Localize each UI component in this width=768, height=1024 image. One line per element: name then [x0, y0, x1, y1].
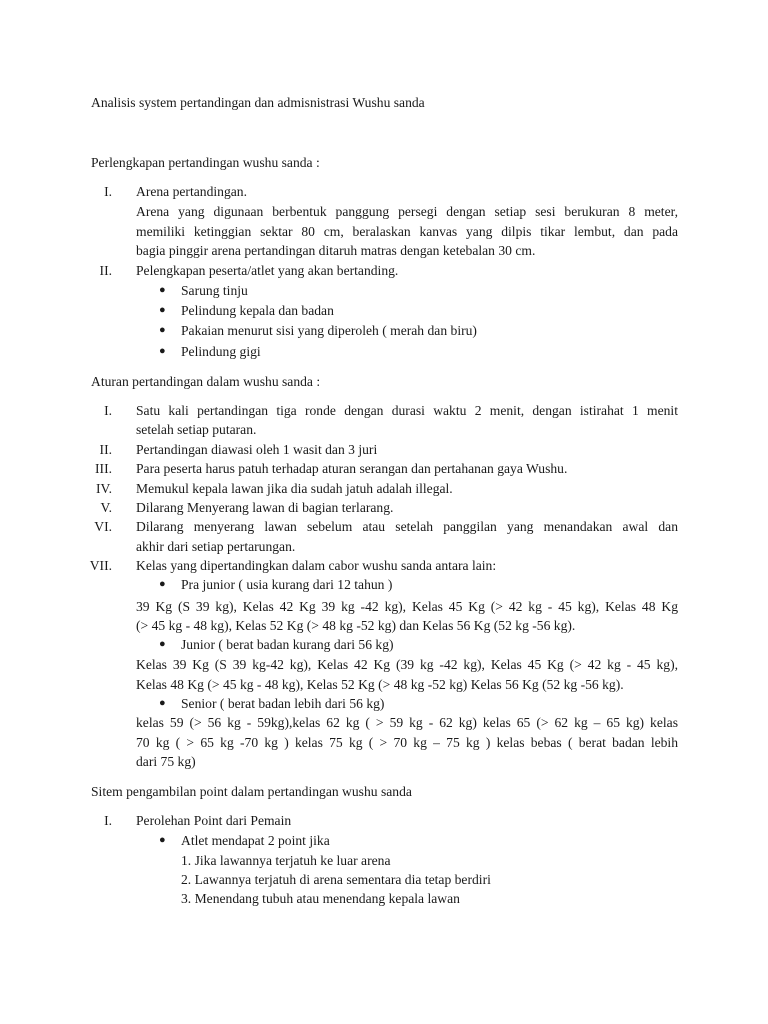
bullet-item: Atlet mendapat 2 point jika: [181, 833, 330, 848]
list-item-text: Pelengkapan peserta/atlet yang akan bertanding.: [136, 263, 399, 278]
list-item-text: Dilarang Menyerang lawan di bagian terlarang.: [136, 500, 394, 515]
list-item-text: Memukul kepala lawan jika dia sudah jatuh adalah illegal.: [136, 481, 453, 496]
bullet-icon: ●: [159, 324, 166, 336]
section-heading-equipment: Perlengkapan pertandingan wushu sanda :: [91, 155, 320, 170]
bullet-item: Pakaian menurut sisi yang diperoleh ( merah dan biru): [181, 323, 477, 338]
paragraph-line: Arena yang digunaan berbentuk panggung persegi dengan setiap sesi berukuran 8 meter,: [136, 204, 678, 219]
list-numeral: I.: [104, 184, 112, 199]
bullet-icon: ●: [159, 834, 166, 846]
numbered-subitem: 2. Lawannya terjatuh di arena sementara dia tetap berdiri: [181, 872, 491, 887]
section-heading-rules: Aturan pertandingan dalam wushu sanda :: [91, 374, 321, 389]
list-numeral: I.: [104, 403, 112, 418]
numbered-subitem: 1. Jika lawannya terjatuh ke luar arena: [181, 853, 391, 868]
numbered-subitem: 3. Menendang tubuh atau menendang kepala lawan: [181, 891, 460, 906]
class-bullet: Junior ( berat badan kurang dari 56 kg): [181, 637, 394, 652]
class-detail-line: 70 kg ( > 65 kg -70 kg ) kelas 75 kg ( > 70 kg – 75 kg ) kelas bebas ( berat badan lebih: [136, 735, 678, 750]
class-detail-line: kelas 59 (> 56 kg - 59kg),kelas 62 kg ( > 59 kg - 62 kg) kelas 65 (> 62 kg – 65 kg) kelas: [136, 715, 678, 730]
class-detail-line: Kelas 39 Kg (S 39 kg-42 kg), Kelas 42 Kg (39 kg -42 kg), Kelas 45 Kg (> 42 kg - 45 kg),: [136, 657, 678, 672]
list-item-text: setelah setiap putaran.: [136, 422, 257, 437]
list-numeral: VI.: [94, 519, 112, 534]
list-numeral: VII.: [89, 558, 112, 573]
class-bullet: Senior ( berat badan lebih dari 56 kg): [181, 696, 385, 711]
list-numeral: II.: [99, 442, 112, 457]
bullet-icon: ●: [159, 284, 166, 296]
class-detail-line: Kelas 48 Kg (> 45 kg - 48 kg), Kelas 52 Kg (> 48 kg -52 kg) Kelas 56 Kg (52 kg -56 kg).: [136, 677, 624, 692]
paragraph-line: memiliki ketinggian sektar 80 cm, beralaskan kanvas yang dilpis tikar lembut, dan pada: [136, 224, 678, 239]
list-numeral: I.: [104, 813, 112, 828]
list-item-text: Para peserta harus patuh terhadap aturan serangan dan pertahanan gaya Wushu.: [136, 461, 568, 476]
list-item-text: Perolehan Point dari Pemain: [136, 813, 292, 828]
bullet-item: Pelindung kepala dan badan: [181, 303, 334, 318]
bullet-icon: ●: [159, 638, 166, 650]
section-heading-points: Sitem pengambilan point dalam pertandingan wushu sanda: [91, 784, 412, 799]
list-item-text: akhir dari setiap pertarungan.: [136, 539, 296, 554]
bullet-item: Sarung tinju: [181, 283, 248, 298]
list-numeral: III.: [95, 461, 112, 476]
class-detail-line: (> 45 kg - 48 kg), Kelas 52 Kg (> 48 kg -52 kg) dan Kelas 56 Kg (52 kg -56 kg).: [136, 618, 576, 633]
class-detail-line: 39 Kg (S 39 kg), Kelas 42 Kg 39 kg -42 kg), Kelas 45 Kg (> 42 kg - 45 kg), Kelas 48 Kg: [136, 599, 678, 614]
bullet-icon: ●: [159, 304, 166, 316]
bullet-icon: ●: [159, 345, 166, 357]
list-item-text: Dilarang menyerang lawan sebelum atau setelah panggilan yang menandakan awal dan: [136, 519, 678, 534]
list-item-text: Pertandingan diawasi oleh 1 wasit dan 3 juri: [136, 442, 378, 457]
list-numeral: V.: [100, 500, 112, 515]
list-numeral: II.: [99, 263, 112, 278]
list-item-text: Satu kali pertandingan tiga ronde dengan durasi waktu 2 menit, dengan istirahat 1 menit: [136, 403, 678, 418]
document-title: Analisis system pertandingan dan admisnistrasi Wushu sanda: [91, 95, 425, 110]
bullet-icon: ●: [159, 697, 166, 709]
bullet-item: Pelindung gigi: [181, 344, 261, 359]
bullet-icon: ●: [159, 578, 166, 590]
class-detail-line: dari 75 kg): [136, 754, 196, 769]
list-numeral: IV.: [96, 481, 112, 496]
paragraph-line: bagia pinggir arena pertandingan ditaruh matras dengan ketebalan 30 cm.: [136, 243, 536, 258]
list-item-text: Arena pertandingan.: [136, 184, 247, 199]
class-bullet: Pra junior ( usia kurang dari 12 tahun ): [181, 577, 393, 592]
list-item-text: Kelas yang dipertandingkan dalam cabor wushu sanda antara lain:: [136, 558, 497, 573]
